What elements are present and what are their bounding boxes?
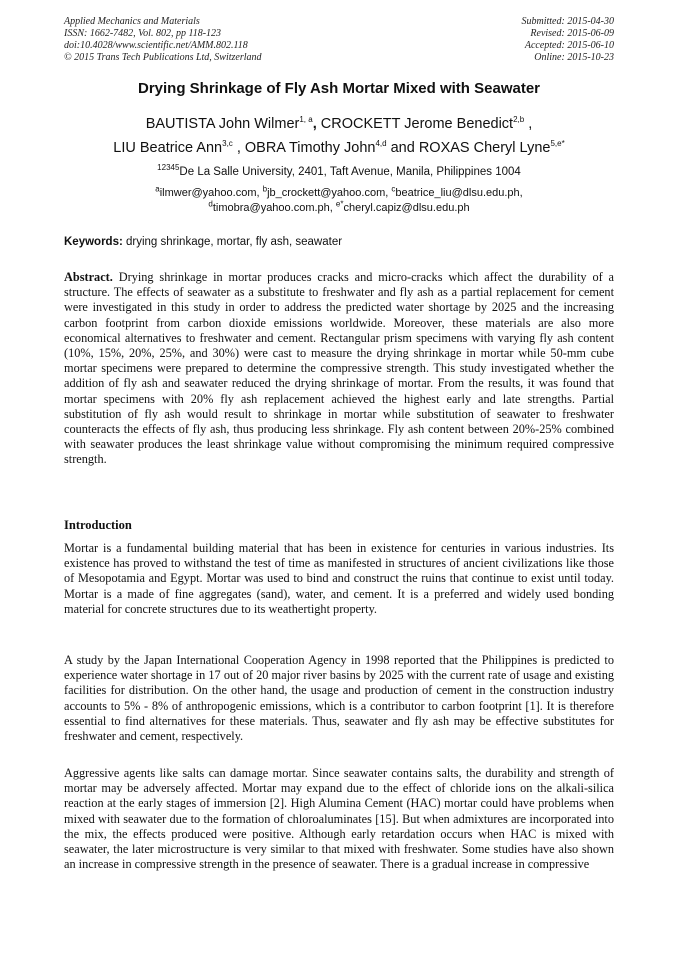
revised-date: Revised: 2015-06-09 [530, 28, 614, 39]
author-line-1: BAUTISTA John Wilmer$^{1, a}$, CROCKETT Jerome Benedict$^{2,b}$ , [145, 115, 533, 132]
author-line-2: LIU Beatrice Ann$^{3,c}$ , OBRA Timothy John$^{4,d}$ and ROXAS Cheryl Lyne$^{5,e*}$ [113, 139, 565, 156]
keywords-label: Keywords: [64, 236, 123, 248]
author-name: BAUTISTA John Wilmer [145, 116, 300, 132]
accepted-date: Accepted: 2015-06-10 [524, 40, 614, 51]
intro-paragraph-2: A study by the Japan International Cooperation Agency in 1998 reported that the Philippines is predicted to experience water shortage in 17 out of 20 major river basins by 2025 with the current rate of usage and existing facilities for distribution. On the other hand, the usage and production of cement in the construction industry accounts to 5% - 8% of anthropogenic emissions, which is a contributor to carbon footprint [1]. It is therefore essential to find alternatives for these materials. Thus, seawater and fly ash may be effective substitutes for freshwater and cement, respectively. [64, 653, 614, 744]
author-sup: 2,b [513, 115, 525, 125]
intro-paragraph-3: Aggressive agents like salts can damage mortar. Since seawater contains salts, the durability and strength of mortar may be adversely affected. Mortar may expand due to the effect of chloride ions on the alkali-silica reaction at the early stages of immersion [2]. High Alumina Cement (HAC) mortar could have problems when mixed with seawater due to the formation of chloroaluminates [15]. But when admixtures are incorporated into the mix, the effects produced were positive. Although early retardation occurs when HAC is mixed with seawater, the later microstructure is very similar to that mixed with freshwater. Some studies have also shown an increase in compressive strength in the presence of seawater. There is a gradual increase in compressive [64, 766, 614, 872]
abstract-text: Drying shrinkage in mortar produces cracks and micro-cracks which affect the durability of a structure. The effects of seawater as a substitute to freshwater and fly ash as a partial replacement for cement were investigated in this study in order to address the predicted water shortage by 2025 and the increasing carbon footprint from carbon dioxide emissions worldwide. Moreover, these materials are also more economical alternatives to freshwater and cement. Rectangular prism specimens with varying fly ash content (10%, 15%, 20%, 25%, and 30%) were cast to measure the drying shrinkage in mortar while 50-mm cube mortar specimens were prepared to determine the compressive strength. This study investigated whether the addition of fly ash and seawater reduced the drying shrinkage of mortar. From the results, it was found that mortar specimens with 20% fly ash replacement achieved the highest early and late strengths. Partial substitution of fly ash would result to shrinkage in mortar while substitution of seawater to freshwater counteracts the effects of fly ash, thus producing less shrinkage. Fly ash content between 20%-25% combined with seawater produces the least shrinkage value without compromising the minimum required compressive strength. [64, 270, 615, 467]
online-date: Online: 2015-10-23 [534, 52, 614, 63]
email-link[interactable]: timobra@yahoo.com.ph, [212, 202, 333, 214]
author-sup: 3,c [222, 139, 233, 149]
journal-info [64, 16, 262, 64]
abstract [64, 270, 614, 468]
intro-paragraph-1: Mortar is a fundamental building material that has been in existence for centuries in various industries. Its existence has proved to withstand the test of time as manifested in structures of ancient civilizations like those of Mesopotamia and Egypt. Mortar was used to bind and construct the ruins that continue to exist until today. Mortar is a made of fine aggregates (sand), water, and cement. It is a preferred and widely used bonding material for concrete structures due to its weathertight property. [64, 541, 614, 616]
email-sup: b [262, 184, 268, 194]
copyright: © 2015 Trans Tech Publications Ltd, Switzerland [64, 52, 262, 63]
affiliation-text: De La Salle University, 2401, Taft Avenue, Manila, Philippines 1004 [179, 166, 521, 178]
email-link[interactable]: ilmwer@yahoo.com, [159, 187, 260, 199]
affiliation [0, 163, 678, 178]
page-header [64, 16, 614, 64]
author-sup: 1, a [299, 115, 313, 125]
abstract-label: Abstract. [64, 270, 113, 284]
keywords [64, 236, 614, 248]
email-sup: a [155, 184, 160, 194]
email-sup: c [391, 184, 396, 194]
email-link[interactable]: cheryl.capiz@dlsu.edu.ph [343, 202, 470, 214]
dates-info [522, 16, 615, 64]
doi[interactable]: doi:10.4028/www.scientific.net/AMM.802.118 [64, 40, 248, 51]
author-name: OBRA Timothy John [244, 140, 376, 156]
email-link[interactable]: beatrice_liu@dlsu.edu.ph, [395, 187, 523, 199]
author-name: LIU Beatrice Ann [113, 140, 223, 156]
email-link[interactable]: jb_crockett@yahoo.com, [267, 187, 389, 199]
submitted-date: Submitted: 2015-04-30 [521, 16, 614, 27]
paper-title: Drying Shrinkage of Fly Ash Mortar Mixed with Seawater [137, 80, 541, 97]
affiliation-sup: 12345 [157, 163, 180, 173]
journal-name: Applied Mechanics and Materials [64, 16, 200, 27]
author-sup: 5,e* [550, 139, 565, 149]
email-sup: d [208, 199, 213, 209]
author-name: CROCKETT Jerome Benedict [320, 116, 514, 132]
author-name: ROXAS Cheryl Lyne [418, 140, 551, 156]
issn: ISSN: 1662-7482, Vol. 802, pp 118-123 [64, 28, 222, 39]
author-sup: 4,d [375, 139, 387, 149]
author-emails [0, 186, 678, 216]
email-sup: e* [335, 199, 344, 209]
introduction-heading: Introduction [64, 518, 132, 532]
keywords-text: drying shrinkage, mortar, fly ash, seawater [126, 236, 343, 248]
